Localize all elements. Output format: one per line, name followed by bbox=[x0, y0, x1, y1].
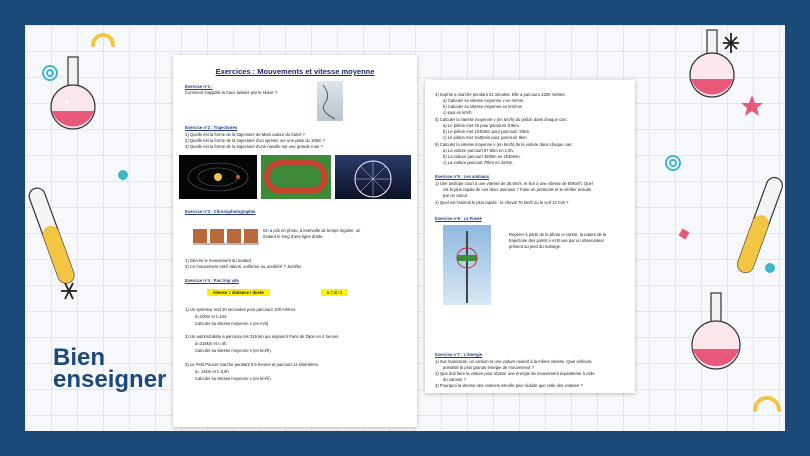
ride-photo-image bbox=[443, 225, 491, 305]
ski-trace-image bbox=[317, 81, 343, 121]
solar-orbit-image bbox=[179, 155, 257, 199]
exercise-5-line: 2) Quel est l'animal le plus rapide : le cheval 70 km/h ou le cerf 21 m/s ? bbox=[435, 200, 569, 205]
exercise-4b-line: b) Le piéton met 1h30min pour parcourir 10km. bbox=[443, 129, 531, 134]
yellow-arc-right bbox=[755, 398, 779, 410]
exercise-6-caption: présent au pied du manège. bbox=[509, 244, 562, 249]
exercise-4-line: Calculer sa vitesse moyenne v (en m/s) bbox=[195, 321, 269, 326]
running-track-image bbox=[261, 155, 331, 199]
exercise-1-heading: Exercice n°1 : bbox=[185, 84, 213, 89]
exercise-4b-line: a) La voiture parcourt 97,5km en 1,5h. bbox=[443, 148, 514, 153]
exercise-2-line: 3) Quelle est la forme de la trajectoire d'une nacelle sur une grande roue ? bbox=[185, 144, 323, 149]
exercise-3-caption: motard le long d'une ligne droite. bbox=[263, 234, 324, 239]
test-tube-right-icon bbox=[735, 175, 784, 274]
exercise-4b-line: c) puis en km/h. bbox=[443, 110, 473, 115]
exercise-4b-line: 4) Sophie a marché pendant 31 minutes. Elle a parcouru 3200 mètres. bbox=[435, 92, 566, 97]
exercise-7-heading: Exercice n°7 : L'énergie bbox=[435, 352, 483, 357]
exercise-1-line: Comment s'appelle la trace laissée par le skieur ? bbox=[185, 90, 278, 95]
ferris-wheel-image bbox=[335, 155, 411, 199]
exercise-4b-line: c) Le piéton met 1h45min pour parcourir 9km. bbox=[443, 135, 528, 140]
page-title: Exercices : Mouvements et vitesse moyenne bbox=[215, 67, 375, 76]
spiral-right-icon bbox=[666, 156, 680, 170]
flask-bottom-right-icon bbox=[692, 293, 740, 369]
exercise-4-line: 2) Un automobiliste a parcouru les 316 km qui séparent Paris de Dijon en 4 heures bbox=[185, 334, 339, 339]
chronophotography-image bbox=[193, 223, 259, 245]
exercise-7-line: du camion ? bbox=[443, 377, 466, 382]
teal-dot-right bbox=[765, 263, 775, 273]
exercise-4-line: d=316km et t=4h bbox=[195, 341, 227, 346]
exercise-6-heading: Exercice n°6 : Le Fuseé bbox=[435, 216, 482, 221]
exercise-4b-line: 6) Calculer la vitesse moyenne v (en km/h) de la voiture dans chaque cas : bbox=[435, 142, 574, 147]
exercise-5-line: 1) Une antilope court à une vitesse de 25,9m/s, et lion à une vitesse de 80km/h. Quel bbox=[435, 181, 593, 186]
pink-star-icon bbox=[741, 95, 763, 116]
exercise-6-caption: Repérer à partir de la photo ci-contre, la nature de la bbox=[509, 232, 607, 237]
yellow-arc bbox=[93, 35, 113, 45]
sparkle-right-icon bbox=[723, 33, 739, 53]
sparkle-icon bbox=[61, 283, 77, 299]
exercise-3-heading: Exercice n°3 : Chronophotographie bbox=[185, 209, 256, 214]
exercise-4b-line: c) La voiture parcourt 70km en 42min. bbox=[443, 160, 514, 165]
exercise-3-line: 2) Ce mouvement est-il ralenti, uniforme ou accéléré ? Justifier. bbox=[185, 264, 303, 269]
exercise-3-line: 1) Décrire le mouvement du motard. bbox=[185, 258, 253, 263]
exercise-4-line: d=100m et t=10s bbox=[195, 314, 227, 319]
spiral-icon bbox=[43, 66, 57, 80]
teal-dot bbox=[118, 170, 128, 180]
exercise-5-line: est le plus rapide de ces deux animaux ? Faire un protocole et le vérifier ensuite bbox=[443, 187, 592, 192]
test-tube-icon bbox=[27, 186, 76, 285]
exercise-4b-line: a) Calculer sa vitesse moyenne v en m/min. bbox=[443, 98, 525, 103]
exercise-4-line: Calculer sa vitesse moyenne v (en km/h). bbox=[195, 376, 272, 381]
pink-square bbox=[679, 229, 690, 240]
exercise-4b-line: b) Calculer sa vitesse moyenne en km/min bbox=[443, 104, 522, 109]
exercise-4-line: Calculer sa vitesse moyenne v (en km/h). bbox=[195, 348, 272, 353]
formula-box: vitesse = distance / durée bbox=[207, 289, 270, 296]
exercise-7-line: possède la plus grande énergie de mouvement ? bbox=[443, 365, 534, 370]
exercise-2-line: 2) Quelle est la forme de la trajectoire d'un sprinter sur une piste du 100m ? bbox=[185, 138, 325, 143]
exercise-7-line: 3) Pourquoi la vitesse des camions est-elle plus réduite que celle des voitures ? bbox=[435, 383, 583, 388]
exercise-5-heading: Exercice n°5 : Les animaux bbox=[435, 174, 490, 179]
exercise-4b-line: b) La voiture parcourt 450km en 2h30min. bbox=[443, 154, 521, 159]
exercise-2-heading: Exercice n°2 : Trajectoires bbox=[185, 125, 238, 130]
exercise-6-caption: trajectoire des points A et B vue par un observateur bbox=[509, 238, 604, 243]
brand-line1: Bien bbox=[53, 344, 106, 371]
brand-logo bbox=[53, 344, 167, 393]
exercise-7-line: 1) Sur l'autoroute, un camion et une voiture roulent à la même vitesse. Quel véhicule bbox=[435, 359, 592, 364]
exercise-4-line: 3) Le Petit Poucet marche pendant 3,5 heures et parcourt 14 kilomètres. bbox=[185, 362, 320, 367]
exercise-4b-line: 5) Calculer la vitesse moyenne v (en km/h) du piéton dans chaque cas : bbox=[435, 117, 568, 122]
formula-box: v = d : t bbox=[321, 289, 348, 296]
worksheet-page-1 bbox=[173, 55, 417, 427]
board bbox=[25, 25, 785, 431]
exercise-7-line: 2) Que doit faire la voiture pour obtenir une énergie de mouvement équivalente à celle bbox=[435, 371, 595, 376]
exercise-5-line: par un calcul. bbox=[443, 193, 468, 198]
exercise-4-line: 1) Un sprinteur met 10 secondes pour parcourir 100 mètres. bbox=[185, 307, 297, 312]
exercise-4-line: d= 14km et t=3,5h bbox=[195, 369, 229, 374]
exercise-4-heading: Exercice n°4 : Pas trop vite bbox=[185, 278, 239, 283]
exercise-4b-line: a) Le piéton met 4h pour parcourir 9,5km. bbox=[443, 123, 521, 128]
round-flask-icon bbox=[51, 57, 95, 129]
worksheet-page-2 bbox=[425, 80, 635, 393]
exercise-3-caption: On a pris en photo, à intervalle de temps régulier, un bbox=[263, 228, 361, 233]
brand-line2: enseigner bbox=[53, 366, 167, 393]
exercise-2-line: 1) Quelle est la forme de la trajectoire de Mars autour du Soleil ? bbox=[185, 132, 305, 137]
